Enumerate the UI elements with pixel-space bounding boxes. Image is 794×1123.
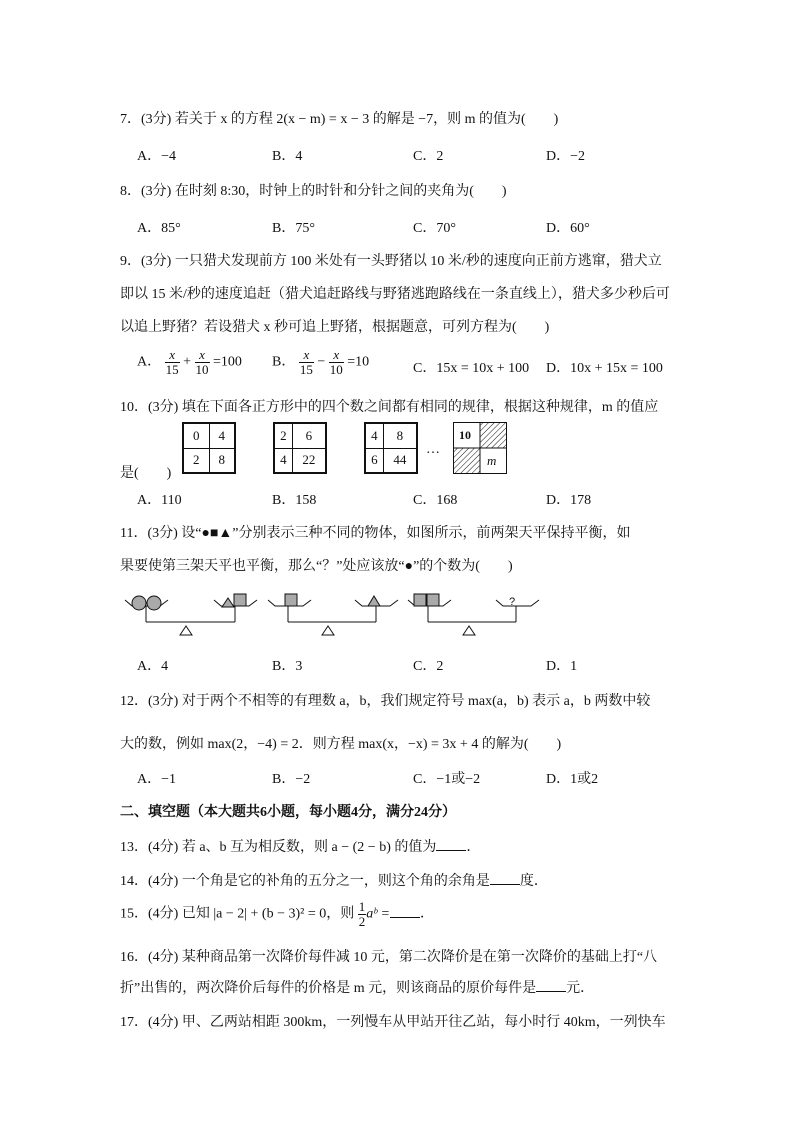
q12-option-c[interactable]: C．−1或−2 [413,772,481,787]
q10-option-c[interactable]: C．168 [413,493,458,508]
q8-option-c[interactable]: C．70° [413,221,456,236]
q15-half-frac: $\frac{1}{2}$ [358,899,366,929]
q10-option-a[interactable]: A．110 [137,493,182,508]
q10-option-d[interactable]: D．178 [546,493,592,508]
balance-3 [408,594,539,635]
q10-square-3: 4 8 6 44 [364,422,418,474]
q11-balance-figure [118,590,548,640]
q9-b-frac1: $\frac{x}{15}$ [299,347,313,377]
q7-option-c[interactable]: C．2 [413,149,444,164]
q9-option-a-label: A． [137,354,162,370]
q12-option-b[interactable]: B．−2 [272,772,311,787]
q7-option-a[interactable]: A．−4 [137,149,177,164]
balance-2 [268,594,398,635]
q11-option-a[interactable]: A．4 [137,659,169,674]
q9-option-a[interactable]: A． $\frac{x}{15}$ + $\frac{x}{10}$ =100 [137,347,242,377]
q12-line1: 12．(3分) 对于两个不相等的有理数 a，b，我们规定符号 max(a，b) 表示 a，b 两数中较 [120,694,651,709]
q9-option-b[interactable]: B． $\frac{x}{15}$ − $\frac{x}{10}$ =10 [272,347,370,377]
q9-option-d[interactable]: D．10x + 15x = 100 [546,361,663,376]
q11-line2: 果要使第三架天平也平衡，那么“？”处应该放“●”的个数为( ) [120,559,513,574]
q11-option-d[interactable]: D．1 [546,659,578,674]
q11-option-b[interactable]: B．3 [272,659,303,674]
q16-line2: 折”出售的，两次降价后每件的价格是 m 元，则该商品的原价每件是 元． [120,981,595,996]
q10-m-symbol: m [487,453,497,468]
q9-b-frac2: $\frac{x}{10}$ [329,347,343,377]
q10-square-1: 0 4 2 8 [182,422,236,474]
q16-answer-blank[interactable] [536,979,566,992]
q16-line1: 16．(4分) 某种商品第一次降价每件减 10 元，第二次降价是在第一次降价的基础上打“八 [120,950,658,965]
q7-option-b[interactable]: B．4 [272,149,303,164]
q10-last-value: 10 [459,428,471,442]
q12-option-d[interactable]: D．1或2 [546,772,599,787]
q7-option-d[interactable]: D．−2 [546,149,586,164]
q9-a-frac2: $\frac{x}{10}$ [195,347,209,377]
q9-line1: 9．(3分) 一只猎犬发现前方 100 米处有一头野猪以 10 米/秒的速度向正前方逃窜，猎犬立 [120,254,662,269]
q8-stem: 8．(3分) 在时刻 8:30，时钟上的时针和分针之间的夹角为( ) [120,184,507,199]
q13: 13．(4分) 若 a、b 互为相反数，则 a − (2 − b) 的值为 ． [120,840,481,855]
q9-option-b-label: B． [272,354,296,370]
q10-square-4 [453,422,507,474]
section-title-fill-in: 二、填空题（本大题共6小题，每小题4分，满分24分） [120,805,456,820]
q12-option-a[interactable]: A．−1 [137,772,177,787]
q15: 15．(4分) 已知 |a − 2| + (b − 3)² = 0，则 $\frac{1}{2}$ aᵇ = ． [120,899,434,929]
q9-option-c[interactable]: C．15x = 10x + 100 [413,361,530,376]
q11-option-c[interactable]: C．2 [413,659,444,674]
q10-option-b[interactable]: B．158 [272,493,317,508]
q8-option-b[interactable]: B．75° [272,221,315,236]
q8-option-d[interactable]: D．60° [546,221,590,236]
q10-ellipsis: … [426,442,440,457]
q7-stem: 7．(3分) 若关于 x 的方程 2(x − m) = x − 3 的解是 −7，则 m 的值为( ) [120,112,559,127]
q14-answer-blank[interactable] [490,872,520,885]
q11-line1: 11．(3分) 设“●■▲”分别表示三种不同的物体，如图所示，前两架天平保持平衡，如 [120,526,631,541]
q12-line2: 大的数，例如 max(2，−4) = 2．则方程 max(x，−x) = 3x + 4 的解为( ) [120,737,562,752]
q9-line2: 即以 15 米/秒的速度追赶（猎犬追赶路线与野猪逃跑路线在一条直线上），猎犬多少秒后可 [120,287,670,302]
q9-line3: 以追上野猪？若设猎犬 x 秒可追上野猪，根据题意，可列方程为( ) [120,320,550,335]
q10-line1: 10．(3分) 填在下面各正方形中的四个数之间都有相同的规律，根据这种规律，m 的值应 [120,400,659,415]
q9-a-frac1: $\frac{x}{15}$ [165,347,179,377]
q14: 14．(4分) 一个角是它的补角的五分之一，则这个角的余角是 度． [120,874,548,889]
q13-answer-blank[interactable] [436,838,466,851]
q15-answer-blank[interactable] [390,905,420,918]
balance-1 [125,594,257,635]
q8-option-a[interactable]: A．85° [137,221,181,236]
q10-square-2: 2 6 4 22 [273,422,327,474]
q17-line1: 17．(4分) 甲、乙两站相距 300km，一列慢车从甲站开往乙站，每小时行 40km，一列快车 [120,1015,666,1030]
q10-line2: 是( ) [120,466,172,481]
q11-question-mark: ? [509,596,516,608]
